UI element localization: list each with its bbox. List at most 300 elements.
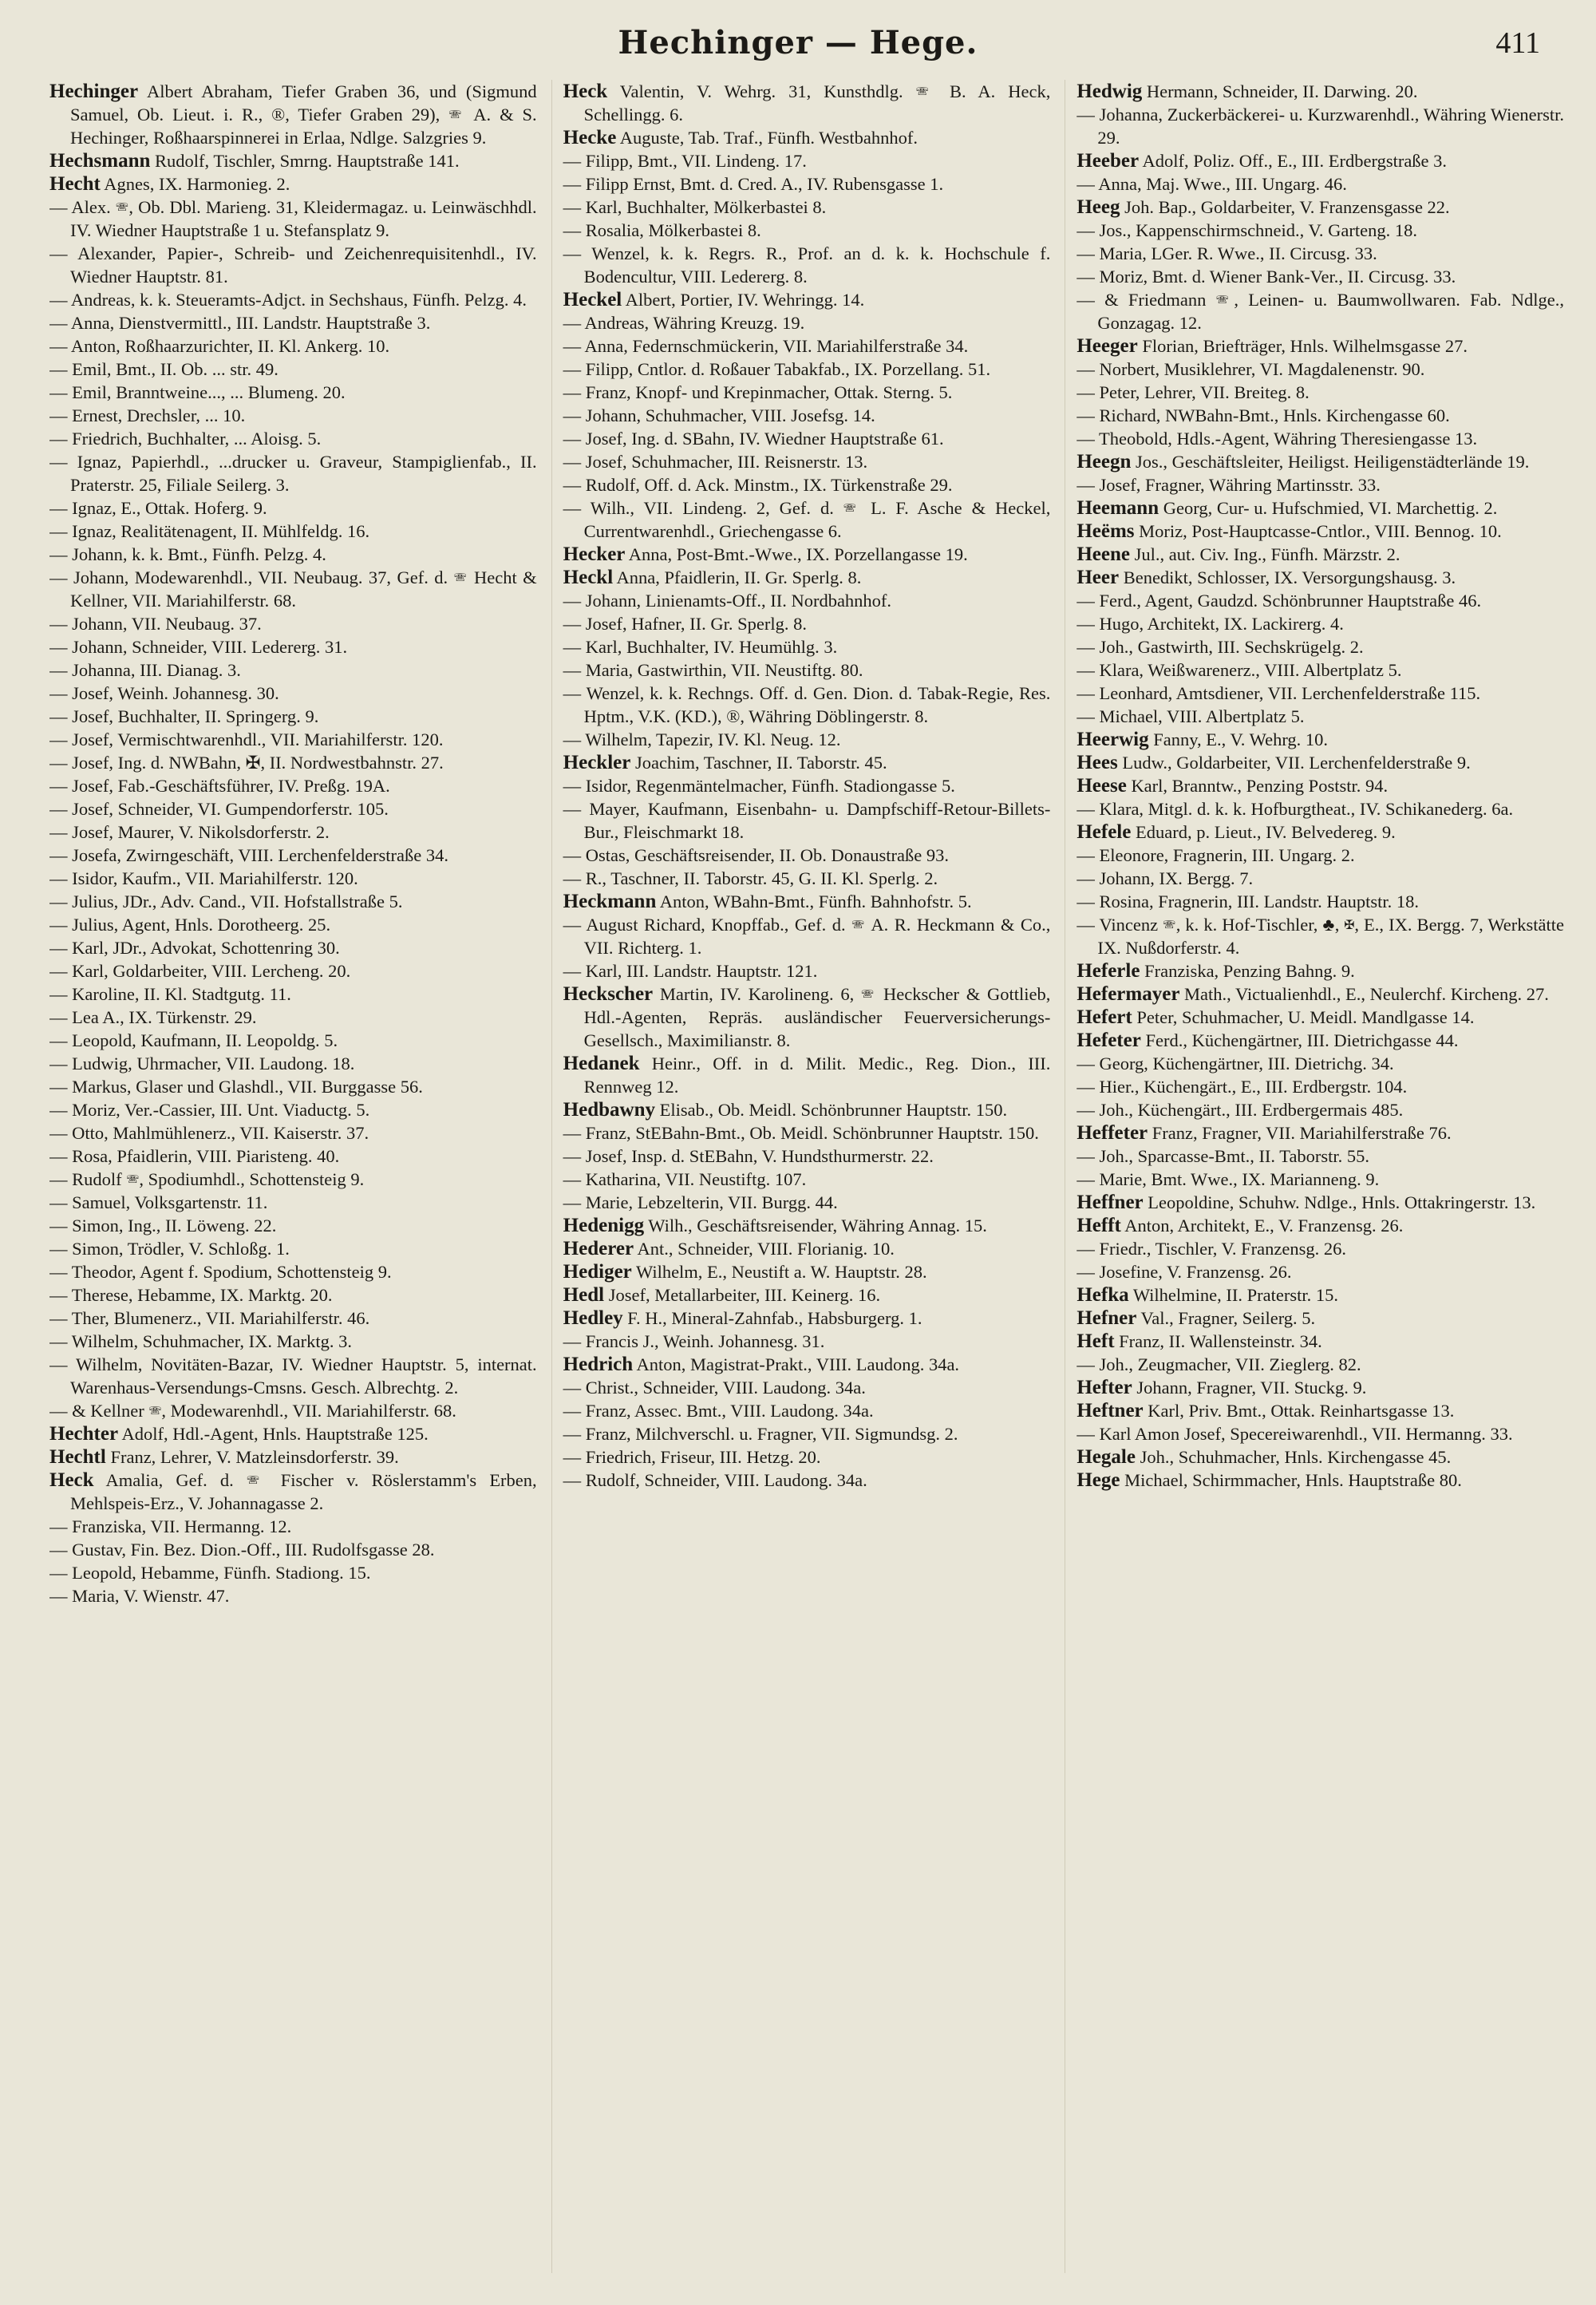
directory-entry xyxy=(563,288,1051,311)
directory-entry xyxy=(49,959,537,982)
entry-surname: Heerwig xyxy=(1077,729,1149,750)
entry-text: — Johann, VII. Neubaug. 37. xyxy=(49,614,262,634)
entry-text: Heinr., Off. in d. Milit. Medic., Reg. Dion., III. Rennweg 12. xyxy=(583,1054,1051,1097)
entry-surname: Heene xyxy=(1077,544,1130,565)
entry-surname: Heer xyxy=(1077,567,1120,588)
entry-text: — Ernest, Drechsler, ... 10. xyxy=(49,405,246,425)
entry-text: Amalia, Gef. d. 🕾 Fischer v. Röslerstamm's Erben, Mehlspeis-Erz., V. Johannagasse 2. xyxy=(70,1470,537,1513)
directory-entry xyxy=(49,936,537,959)
entry-surname: Heegn xyxy=(1077,451,1132,472)
directory-entry xyxy=(563,172,1051,196)
entry-text: — Karl, Buchhalter, Mölkerbastei 8. xyxy=(563,197,827,217)
directory-entry xyxy=(49,682,537,705)
entry-surname: Hefka xyxy=(1077,1284,1129,1306)
entry-text: — Rosina, Fragnerin, III. Landstr. Hauptstr. 18. xyxy=(1077,892,1420,911)
column-2 xyxy=(551,80,1051,2273)
entry-text: — Alexander, Papier-, Schreib- und Zeichenrequisitenhdl., IV. Wiedner Hauptstr. 81. xyxy=(49,243,537,287)
entry-text: — Anna, Dienstvermittl., III. Landstr. Hauptstraße 3. xyxy=(49,313,431,333)
directory-entry xyxy=(1077,404,1564,427)
directory-entry xyxy=(49,1561,537,1584)
directory-entry xyxy=(1077,543,1564,566)
directory-entry xyxy=(49,288,537,311)
entry-text: — Vincenz 🕾, k. k. Hof-Tischler, ♣, ✠, E., IX. Bergg. 7, Werkstätte IX. Nußdorferstr. 4. xyxy=(1077,915,1565,958)
entry-text: — Moriz, Ver.-Cassier, III. Unt. Viaductg. 5. xyxy=(49,1100,370,1120)
directory-entry xyxy=(563,80,1051,126)
directory-entry xyxy=(1077,381,1564,404)
entry-text: Moriz, Post-Hauptcasse-Cntlor., VIII. Bennog. 10. xyxy=(1134,521,1502,541)
directory-entry xyxy=(49,149,537,172)
entry-text: — Francis J., Weinh. Johannesg. 31. xyxy=(563,1331,825,1351)
entry-text: — & Kellner 🕾, Modewarenhdl., VII. Mariahilferstr. 68. xyxy=(49,1401,456,1421)
entry-text: — Andreas, Währing Kreuzg. 19. xyxy=(563,313,805,333)
directory-entry xyxy=(49,728,537,751)
directory-entry xyxy=(49,1307,537,1330)
directory-entry xyxy=(563,1052,1051,1098)
entry-surname: Hechtl xyxy=(49,1446,106,1468)
entry-text: — Theodor, Agent f. Spodium, Schottensteig 9. xyxy=(49,1262,392,1282)
directory-entry xyxy=(49,797,537,820)
entry-text: — Georg, Küchengärtner, III. Dietrichg. 34. xyxy=(1077,1054,1394,1073)
directory-entry xyxy=(49,381,537,404)
entry-surname: Hefermayer xyxy=(1077,983,1180,1005)
entry-text: Adolf, Poliz. Off., E., III. Erdbergstraße 3. xyxy=(1139,151,1448,171)
entry-surname: Hege xyxy=(1077,1469,1120,1491)
directory-entry xyxy=(49,1584,537,1607)
entry-surname: Hedenigg xyxy=(563,1215,645,1236)
directory-entry xyxy=(563,311,1051,334)
directory-entry xyxy=(49,1121,537,1145)
directory-entry xyxy=(1077,1283,1564,1307)
directory-entry xyxy=(49,1260,537,1283)
entry-surname: Hedley xyxy=(563,1307,623,1329)
directory-entry xyxy=(49,358,537,381)
directory-entry xyxy=(563,774,1051,797)
directory-entry xyxy=(1077,196,1564,219)
entry-text: — Ludwig, Uhrmacher, VII. Laudong. 18. xyxy=(49,1054,355,1073)
directory-entry xyxy=(49,1237,537,1260)
directory-entry xyxy=(563,1422,1051,1445)
directory-entry xyxy=(49,496,537,520)
entry-surname: Hechsmann xyxy=(49,150,151,172)
entry-text: Val., Fragner, Seilerg. 5. xyxy=(1136,1308,1316,1328)
entry-text: — Moriz, Bmt. d. Wiener Bank-Ver., II. Circusg. 33. xyxy=(1077,267,1456,287)
entry-surname: Hederer xyxy=(563,1238,634,1259)
running-head: Hechinger — Hege. xyxy=(618,24,978,61)
entry-text: — Franziska, VII. Hermanng. 12. xyxy=(49,1516,292,1536)
directory-entry xyxy=(1077,612,1564,635)
directory-entry xyxy=(563,196,1051,219)
directory-entry xyxy=(1077,1121,1564,1145)
directory-entry xyxy=(563,1283,1051,1307)
directory-entry xyxy=(1077,658,1564,682)
directory-entry xyxy=(1077,520,1564,543)
directory-entry xyxy=(1077,1445,1564,1469)
entry-text: Martin, IV. Karolineng. 6, 🕾 Heckscher & Gottlieb, Hdl.-Agenten, Repräs. ausländischer Feuerversicherungs-Gesellsch., Maximilianstr. 8. xyxy=(583,984,1051,1050)
directory-entry xyxy=(1077,635,1564,658)
directory-entry xyxy=(1077,172,1564,196)
entry-text: Anna, Post-Bmt.-Wwe., IX. Porzellangasse 19. xyxy=(625,544,968,564)
entry-text: Franz, Lehrer, V. Matzleinsdorferstr. 39. xyxy=(105,1447,399,1467)
directory-entry xyxy=(1077,774,1564,797)
entry-text: Math., Victualienhdl., E., Neulerchf. Kircheng. 27. xyxy=(1179,984,1549,1004)
directory-entry xyxy=(1077,1422,1564,1445)
entry-text: — Julius, Agent, Hnls. Dorotheerg. 25. xyxy=(49,915,331,935)
column-1 xyxy=(49,80,537,2273)
entry-text: — Wilh., VII. Lindeng. 2, Gef. d. 🕾 L. F. Asche & Heckel, Currentwarenhdl., Griechengasse 6. xyxy=(563,498,1051,541)
entry-text: — Josef, Fab.-Geschäftsführer, IV. Preßg. 19A. xyxy=(49,776,390,796)
entry-surname: Hecke xyxy=(563,127,617,148)
entry-text: — Filipp, Cntlor. d. Roßauer Tabakfab., IX. Porzellang. 51. xyxy=(563,359,991,379)
entry-surname: Heemann xyxy=(1077,497,1159,519)
directory-entry xyxy=(49,1422,537,1445)
directory-entry xyxy=(563,1191,1051,1214)
entry-text: — Josefine, V. Franzensg. 26. xyxy=(1077,1262,1292,1282)
directory-entry xyxy=(49,1006,537,1029)
directory-entry xyxy=(1077,982,1564,1006)
entry-text: — Joh., Sparcasse-Bmt., II. Taborstr. 55. xyxy=(1077,1146,1370,1166)
entry-text: — Friedrich, Buchhalter, ... Aloisg. 5. xyxy=(49,429,322,449)
entry-text: — Karl, JDr., Advokat, Schottenring 30. xyxy=(49,938,340,958)
entry-text: — Eleonore, Fragnerin, III. Ungarg. 2. xyxy=(1077,845,1355,865)
directory-entry xyxy=(49,1330,537,1353)
directory-entry xyxy=(1077,80,1564,103)
directory-entry xyxy=(1077,288,1564,334)
entry-text: — Maria, Gastwirthin, VII. Neustiftg. 80. xyxy=(563,660,863,680)
directory-entry xyxy=(1077,705,1564,728)
directory-entry xyxy=(1077,820,1564,844)
entry-text: — August Richard, Knopffab., Gef. d. 🕾 A. R. Heckmann & Co., VII. Richterg. 1. xyxy=(563,915,1051,958)
entry-text: — Rosa, Pfaidlerin, VIII. Piaristeng. 40. xyxy=(49,1146,340,1166)
directory-entry xyxy=(563,982,1051,1052)
directory-entry xyxy=(563,1330,1051,1353)
entry-text: — Johann, Schneider, VIII. Ledererg. 31. xyxy=(49,637,348,657)
entry-text: — Rudolf, Schneider, VIII. Laudong. 34a. xyxy=(563,1470,867,1490)
entry-text: Albert, Portier, IV. Wehringg. 14. xyxy=(622,290,865,310)
entry-text: — Wilhelm, Tapezir, IV. Kl. Neug. 12. xyxy=(563,729,841,749)
entry-text: Joachim, Taschner, II. Taborstr. 45. xyxy=(630,753,887,773)
directory-entry xyxy=(1077,496,1564,520)
entry-text: — Ignaz, E., Ottak. Hoferg. 9. xyxy=(49,498,267,518)
directory-entry xyxy=(49,450,537,496)
directory-columns xyxy=(49,80,1564,2273)
directory-entry xyxy=(49,1399,537,1422)
entry-text: — Andreas, k. k. Steueramts-Adjct. in Sechshaus, Fünfh. Pelzg. 4. xyxy=(49,290,527,310)
entry-surname: Heeg xyxy=(1077,196,1120,218)
directory-entry xyxy=(563,126,1051,149)
directory-entry xyxy=(563,381,1051,404)
page-header xyxy=(56,24,1540,69)
directory-entry xyxy=(49,1075,537,1098)
entry-text: — Josef, Schneider, VI. Gumpendorferstr. 105. xyxy=(49,799,389,819)
directory-entry xyxy=(49,890,537,913)
directory-entry xyxy=(1077,589,1564,612)
entry-text: — Johann, Linienamts-Off., II. Nordbahnhof. xyxy=(563,591,892,611)
entry-text: Georg, Cur- u. Hufschmied, VI. Marchettig. 2. xyxy=(1159,498,1498,518)
directory-entry xyxy=(49,172,537,196)
entry-text: — Hugo, Architekt, IX. Lackirerg. 4. xyxy=(1077,614,1344,634)
directory-entry xyxy=(49,1214,537,1237)
directory-entry xyxy=(49,1283,537,1307)
entry-surname: Hechter xyxy=(49,1423,119,1445)
directory-entry xyxy=(1077,358,1564,381)
directory-entry xyxy=(563,450,1051,473)
entry-surname: Hedrich xyxy=(563,1354,634,1375)
directory-entry xyxy=(563,658,1051,682)
directory-entry xyxy=(563,242,1051,288)
directory-entry xyxy=(49,1029,537,1052)
directory-entry xyxy=(563,890,1051,913)
directory-entry xyxy=(563,1098,1051,1121)
entry-surname: Heckl xyxy=(563,567,614,588)
entry-text: — Theobold, Hdls.-Agent, Währing Theresiengasse 13. xyxy=(1077,429,1478,449)
entry-text: — Isidor, Kaufm., VII. Mariahilferstr. 120. xyxy=(49,868,358,888)
entry-text: — Joh., Zeugmacher, VII. Zieglerg. 82. xyxy=(1077,1354,1361,1374)
column-3 xyxy=(1065,80,1564,2273)
entry-text: — Johanna, III. Dianag. 3. xyxy=(49,660,241,680)
entry-text: — Josef, Hafner, II. Gr. Sperlg. 8. xyxy=(563,614,807,634)
directory-entry xyxy=(1077,913,1564,959)
entry-text: — Mayer, Kaufmann, Eisenbahn- u. Dampfschiff-Retour-Billets-Bur., Fleischmarkt 18. xyxy=(563,799,1051,842)
entry-text: — Gustav, Fin. Bez. Dion.-Off., III. Rudolfsgasse 28. xyxy=(49,1540,435,1560)
entry-text: — Josef, Fragner, Währing Martinsstr. 33. xyxy=(1077,475,1381,495)
directory-entry xyxy=(563,844,1051,867)
entry-surname: Heëms xyxy=(1077,520,1135,542)
entry-surname: Hefner xyxy=(1077,1307,1137,1329)
entry-text: — Klara, Mitgl. d. k. k. Hofburgtheat., IV. Schikanederg. 6a. xyxy=(1077,799,1514,819)
directory-entry xyxy=(1077,844,1564,867)
directory-entry xyxy=(563,959,1051,982)
entry-text: — Josef, Ing. d. SBahn, IV. Wiedner Hauptstraße 61. xyxy=(563,429,944,449)
directory-entry xyxy=(49,612,537,635)
directory-entry xyxy=(1077,1376,1564,1399)
entry-surname: Heckler xyxy=(563,752,631,773)
directory-entry xyxy=(1077,728,1564,751)
entry-surname: Hefeter xyxy=(1077,1030,1141,1051)
entry-text: Karl, Branntw., Penzing Poststr. 94. xyxy=(1126,776,1389,796)
entry-text: Benedikt, Schlosser, IX. Versorgungshausg. 3. xyxy=(1119,567,1456,587)
directory-entry xyxy=(563,867,1051,890)
entry-text: — Klara, Weißwarenerz., VIII. Albertplatz 5. xyxy=(1077,660,1402,680)
entry-surname: Hecker xyxy=(563,544,626,565)
directory-entry xyxy=(49,566,537,612)
entry-text: Karl, Priv. Bmt., Ottak. Reinhartsgasse 13. xyxy=(1143,1401,1455,1421)
directory-entry xyxy=(563,1260,1051,1283)
entry-text: Agnes, IX. Harmonieg. 2. xyxy=(100,174,290,194)
directory-entry xyxy=(563,1121,1051,1145)
entry-text: — Franz, Milchverschl. u. Fragner, VII. Sigmundsg. 2. xyxy=(563,1424,958,1444)
entry-text: — Karoline, II. Kl. Stadtgutg. 11. xyxy=(49,984,291,1004)
entry-text: Leopoldine, Schuhw. Ndlge., Hnls. Ottakringerstr. 13. xyxy=(1143,1192,1536,1212)
entry-text: — Ignaz, Papierhdl., ...drucker u. Graveur, Stampiglienfab., II. Praterstr. 25, Filiale Seilerg. 3. xyxy=(49,452,537,495)
directory-entry xyxy=(49,427,537,450)
entry-text: — Franz, Assec. Bmt., VIII. Laudong. 34a. xyxy=(563,1401,874,1421)
entry-surname: Hefter xyxy=(1077,1377,1132,1398)
entry-text: — Katharina, VII. Neustiftg. 107. xyxy=(563,1169,807,1189)
directory-entry xyxy=(563,1145,1051,1168)
entry-surname: Hees xyxy=(1077,752,1118,773)
entry-surname: Heese xyxy=(1077,775,1127,797)
entry-text: — Therese, Hebamme, IX. Marktg. 20. xyxy=(49,1285,333,1305)
directory-entry xyxy=(563,612,1051,635)
entry-text: — Leonhard, Amtsdiener, VII. Lerchenfelderstraße 115. xyxy=(1077,683,1481,703)
directory-entry xyxy=(563,1168,1051,1191)
directory-entry xyxy=(49,658,537,682)
entry-text: — Josef, Vermischtwarenhdl., VII. Mariahilferstr. 120. xyxy=(49,729,444,749)
entry-text: — Wenzel, k. k. Rechngs. Off. d. Gen. Dion. d. Tabak-Regie, Res. Hptm., V.K. (KD.), ®, Währing Döblingerstr. 8. xyxy=(563,683,1051,726)
directory-entry xyxy=(1077,566,1564,589)
directory-entry xyxy=(563,496,1051,543)
entry-text: — Josef, Buchhalter, II. Springerg. 9. xyxy=(49,706,319,726)
entry-text: Wilhelm, E., Neustift a. W. Hauptstr. 28. xyxy=(631,1262,927,1282)
entry-surname: Heferle xyxy=(1077,960,1140,982)
directory-entry xyxy=(563,149,1051,172)
directory-entry xyxy=(49,1168,537,1191)
directory-entry xyxy=(563,1353,1051,1376)
entry-text: Josef, Metallarbeiter, III. Keinerg. 16. xyxy=(604,1285,881,1305)
entry-text: — Markus, Glaser und Glashdl., VII. Burggasse 56. xyxy=(49,1077,423,1097)
entry-surname: Hefert xyxy=(1077,1006,1132,1028)
directory-entry xyxy=(563,1399,1051,1422)
entry-text: — Wilhelm, Schuhmacher, IX. Marktg. 3. xyxy=(49,1331,352,1351)
entry-text: Wilh., Geschäftsreisender, Währing Annag. 15. xyxy=(644,1216,987,1236)
directory-entry xyxy=(49,1538,537,1561)
entry-text: — Marie, Lebzelterin, VII. Burgg. 44. xyxy=(563,1192,838,1212)
entry-surname: Heckel xyxy=(563,289,622,310)
entry-text: — Johanna, Zuckerbäckerei- u. Kurzwarenhdl., Währing Wienerstr. 29. xyxy=(1077,105,1565,148)
directory-entry xyxy=(49,520,537,543)
entry-text: Auguste, Tab. Traf., Fünfh. Westbahnhof. xyxy=(616,128,918,148)
directory-entry xyxy=(49,80,537,149)
entry-text: Franziska, Penzing Bahng. 9. xyxy=(1140,961,1355,981)
entry-text: — Friedr., Tischler, V. Franzensg. 26. xyxy=(1077,1239,1346,1259)
directory-entry xyxy=(1077,751,1564,774)
entry-text: — Peter, Lehrer, VII. Breiteg. 8. xyxy=(1077,382,1310,402)
entry-text: — Josefa, Zwirngeschäft, VIII. Lerchenfelderstraße 34. xyxy=(49,845,448,865)
entry-surname: Hefft xyxy=(1077,1215,1121,1236)
directory-entry xyxy=(563,635,1051,658)
directory-entry xyxy=(563,473,1051,496)
entry-text: — Ostas, Geschäftsreisender, II. Ob. Donaustraße 93. xyxy=(563,845,950,865)
directory-entry xyxy=(563,1376,1051,1399)
entry-text: — Josef, Insp. d. StEBahn, V. Hundsthurmerstr. 22. xyxy=(563,1146,934,1166)
directory-entry xyxy=(563,682,1051,728)
directory-entry xyxy=(1077,1052,1564,1075)
entry-surname: Heft xyxy=(1077,1330,1115,1352)
directory-entry xyxy=(49,404,537,427)
entry-text: Anton, Architekt, E., V. Franzensg. 26. xyxy=(1120,1216,1404,1236)
directory-entry xyxy=(563,543,1051,566)
directory-entry xyxy=(49,1145,537,1168)
entry-surname: Hefele xyxy=(1077,821,1132,843)
directory-entry xyxy=(563,1469,1051,1492)
directory-entry xyxy=(1077,1145,1564,1168)
entry-text: — Richard, NWBahn-Bmt., Hnls. Kirchengasse 60. xyxy=(1077,405,1450,425)
entry-text: Eduard, p. Lieut., IV. Belvedereg. 9. xyxy=(1131,822,1396,842)
entry-text: — Leopold, Kaufmann, II. Leopoldg. 5. xyxy=(49,1030,338,1050)
entry-text: — Joh., Gastwirth, III. Sechskrügelg. 2. xyxy=(1077,637,1364,657)
directory-entry xyxy=(1077,334,1564,358)
directory-entry xyxy=(563,913,1051,959)
entry-text: Fanny, E., V. Wehrg. 10. xyxy=(1148,729,1329,749)
directory-entry xyxy=(49,774,537,797)
entry-text: — Rudolf 🕾, Spodiumhdl., Schottensteig 9. xyxy=(49,1169,365,1189)
entry-text: — Norbert, Musiklehrer, VI. Magdalenenstr. 90. xyxy=(1077,359,1425,379)
entry-text: — Anna, Maj. Wwe., III. Ungarg. 46. xyxy=(1077,174,1347,194)
entry-text: Elisab., Ob. Meidl. Schönbrunner Hauptstr. 150. xyxy=(654,1100,1008,1120)
directory-entry xyxy=(49,242,537,288)
entry-text: Florian, Briefträger, Hnls. Wilhelmsgasse 27. xyxy=(1137,336,1468,356)
entry-text: — Josef, Weinh. Johannesg. 30. xyxy=(49,683,279,703)
directory-entry xyxy=(1077,427,1564,450)
directory-entry xyxy=(49,1191,537,1214)
directory-entry xyxy=(1077,1029,1564,1052)
directory-entry xyxy=(1077,1214,1564,1237)
directory-entry xyxy=(49,1445,537,1469)
entry-text: Ant., Schneider, VIII. Florianig. 10. xyxy=(634,1239,895,1259)
entry-text: — R., Taschner, II. Taborstr. 45, G. II. Kl. Sperlg. 2. xyxy=(563,868,938,888)
entry-text: — Karl, Buchhalter, IV. Heumühlg. 3. xyxy=(563,637,838,657)
entry-text: — Rudolf, Off. d. Ack. Minstm., IX. Türkenstraße 29. xyxy=(563,475,953,495)
entry-surname: Hegale xyxy=(1077,1446,1136,1468)
entry-text: — Samuel, Volksgartenstr. 11. xyxy=(49,1192,268,1212)
entry-text: Johann, Fragner, VII. Stuckg. 9. xyxy=(1132,1378,1367,1398)
directory-entry xyxy=(563,589,1051,612)
entry-surname: Hedwig xyxy=(1077,81,1143,102)
entry-text: — Simon, Ing., II. Löweng. 22. xyxy=(49,1216,277,1236)
directory-entry xyxy=(49,311,537,334)
directory-entry xyxy=(49,1515,537,1538)
entry-text: — Jos., Kappenschirmschneid., V. Garteng. 18. xyxy=(1077,220,1417,240)
entry-text: Hermann, Schneider, II. Darwing. 20. xyxy=(1142,81,1418,101)
entry-surname: Heeger xyxy=(1077,335,1138,357)
directory-entry xyxy=(1077,1237,1564,1260)
directory-entry xyxy=(563,219,1051,242)
directory-entry xyxy=(49,1353,537,1399)
entry-text: — Emil, Bmt., II. Ob. ... str. 49. xyxy=(49,359,279,379)
entry-text: — Maria, LGer. R. Wwe., II. Circusg. 33. xyxy=(1077,243,1377,263)
entry-text: — Isidor, Regenmäntelmacher, Fünfh. Stadiongasse 5. xyxy=(563,776,955,796)
directory-entry xyxy=(49,751,537,774)
directory-entry xyxy=(49,867,537,890)
entry-text: — Filipp, Bmt., VII. Lindeng. 17. xyxy=(563,151,807,171)
entry-text: Jul., aut. Civ. Ing., Fünfh. Märzstr. 2. xyxy=(1129,544,1400,564)
directory-entry xyxy=(49,334,537,358)
entry-text: — Maria, V. Wienstr. 47. xyxy=(49,1586,230,1606)
directory-entry xyxy=(1077,867,1564,890)
entry-text: Peter, Schuhmacher, U. Meidl. Mandlgasse 14. xyxy=(1132,1007,1475,1027)
entry-text: Franz, Fragner, VII. Mariahilferstraße 76. xyxy=(1148,1123,1452,1143)
directory-entry xyxy=(1077,1469,1564,1492)
entry-surname: Hecht xyxy=(49,173,101,195)
directory-entry xyxy=(563,728,1051,751)
entry-text: — Leopold, Hebamme, Fünfh. Stadiong. 15. xyxy=(49,1563,371,1583)
entry-text: — Anna, Federnschmückerin, VII. Mariahilferstraße 34. xyxy=(563,336,969,356)
directory-entry xyxy=(1077,959,1564,982)
directory-entry xyxy=(1077,473,1564,496)
entry-text: — Julius, JDr., Adv. Cand., VII. Hofstallstraße 5. xyxy=(49,892,403,911)
directory-entry xyxy=(563,1445,1051,1469)
directory-entry xyxy=(563,358,1051,381)
directory-entry xyxy=(1077,1098,1564,1121)
directory-entry xyxy=(563,566,1051,589)
entry-text: — Johann, k. k. Bmt., Fünfh. Pelzg. 4. xyxy=(49,544,326,564)
entry-text: Anton, WBahn-Bmt., Fünfh. Bahnhofstr. 5. xyxy=(656,892,972,911)
entry-surname: Heckmann xyxy=(563,891,657,912)
directory-entry xyxy=(49,1098,537,1121)
directory-entry xyxy=(1077,1330,1564,1353)
entry-text: — Anton, Roßhaarzurichter, II. Kl. Ankerg. 10. xyxy=(49,336,390,356)
directory-entry xyxy=(49,820,537,844)
